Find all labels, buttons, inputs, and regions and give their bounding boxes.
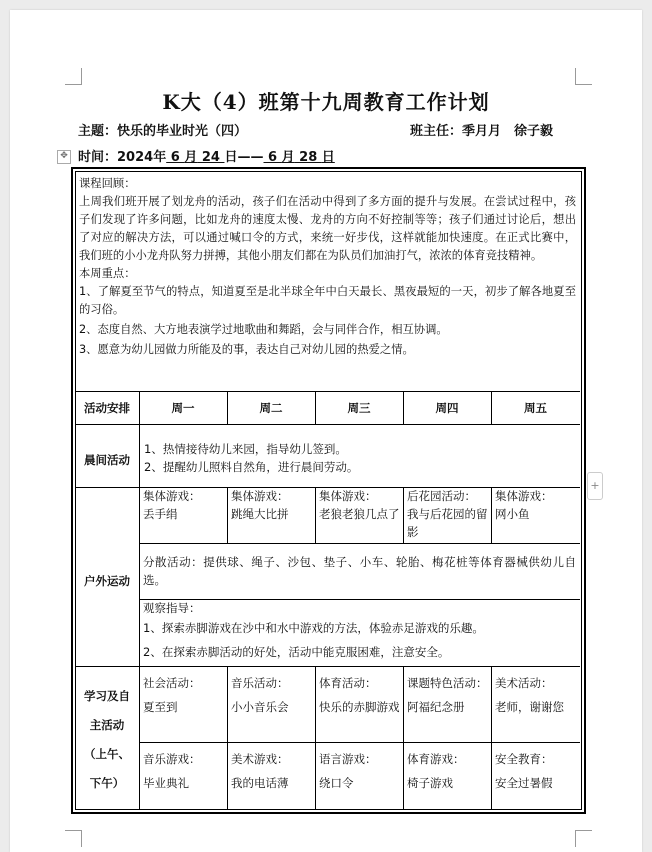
- activity-type: 美术活动：: [495, 676, 553, 690]
- time-start-day: 24: [197, 150, 225, 165]
- activity-name: 夏至到: [143, 700, 178, 714]
- outdoor-game-fri: [495, 487, 577, 523]
- study-label: [75, 682, 139, 798]
- study-pm-mon: [143, 747, 225, 795]
- study-pm-wed: [319, 747, 401, 795]
- study-am-wed: [319, 671, 401, 719]
- activity-name: 椅子游戏: [407, 776, 453, 790]
- day-header-fri: 周五: [524, 401, 547, 415]
- time-label: 时间：: [78, 150, 118, 165]
- morning-content: [144, 440, 574, 476]
- row-divider: [139, 543, 580, 544]
- activity-name: 毕业典礼: [143, 776, 189, 790]
- study-pm-thu: [407, 747, 489, 795]
- focus-item: 2、态度自然、大方地表演学过地歌曲和舞蹈，会与同伴合作，相互协调。: [79, 323, 448, 336]
- study-label-line: （上午、: [84, 747, 130, 761]
- row-divider: [75, 424, 580, 425]
- time-start-month: 6: [166, 150, 185, 165]
- activity-type: 集体游戏：: [495, 489, 553, 503]
- study-label-line: 学习及自: [84, 689, 130, 703]
- study-pm-tue: [231, 747, 313, 795]
- study-pm-fri: [495, 747, 577, 795]
- column-divider: [315, 487, 316, 544]
- time-end-month: 6: [263, 150, 282, 165]
- add-column-plus-icon[interactable]: +: [587, 472, 603, 500]
- outdoor-game-mon: [143, 487, 225, 523]
- activity-type: 美术游戏：: [231, 752, 289, 766]
- activity-type: 体育活动：: [319, 676, 377, 690]
- document-title: K大（4）班第十九周教育工作计划: [162, 90, 490, 114]
- day-header-tue: 周二: [259, 401, 283, 415]
- outdoor-game-tue: [231, 487, 313, 523]
- time-line: [78, 146, 335, 165]
- column-divider: [403, 666, 404, 809]
- observe-item: 2、在探索赤脚活动的好处，活动中能克服困难，注意安全。: [143, 645, 450, 659]
- outdoor-split-activities: 分散活动：提供球、绳子、沙包、垫子、小车、轮胎、梅花桩等体育器械供幼儿自选。: [143, 555, 576, 587]
- study-am-mon: [143, 671, 225, 719]
- crop-mark-bottom-left: [65, 830, 82, 847]
- time-year: 2024年: [117, 150, 167, 165]
- focus-heading: 本周重点：: [79, 267, 136, 280]
- outdoor-game-wed: [319, 487, 401, 523]
- teacher-names: 季月月 徐子毅: [462, 124, 554, 139]
- activity-name: 阿福纪念册: [407, 700, 465, 714]
- day-header-wed: 周三: [347, 401, 371, 415]
- outdoor-label: 户外运动: [84, 574, 130, 588]
- observe-heading: 观察指导：: [143, 601, 201, 615]
- activity-name: 丢手绢: [143, 507, 178, 521]
- activity-type: 安全教育：: [495, 752, 553, 766]
- activity-name: 安全过暑假: [495, 776, 553, 790]
- row-divider: [139, 742, 580, 743]
- column-divider: [315, 666, 316, 809]
- day-header-mon: 周一: [171, 401, 195, 415]
- review-text: 上周我们班开展了划龙舟的活动，孩子们在活动中得到了多方面的提升与发展。在尝试过程中，孩子们发现了许多问题，比如龙舟的速度太慢、龙舟的方向不好控制等等；孩子们通过讨论后，想出了对应的解决方法，可以通过喊口令的方式，来统一好步伐，这样就能加快速度。在正式比赛中，我们班的小小龙舟队努力拼搏，其他小朋友们都在为队员们加油打气，浓浓的体育竞技精神。: [79, 195, 576, 262]
- column-divider: [491, 487, 492, 544]
- crop-mark-top-right: [575, 68, 592, 85]
- activity-name: 小小音乐会: [231, 700, 289, 714]
- observe-section: [143, 600, 576, 664]
- activity-type: 集体游戏：: [319, 489, 377, 503]
- activity-name: 我的电话薄: [231, 776, 289, 790]
- activity-name: 绕口令: [319, 776, 354, 790]
- study-am-fri: [495, 671, 577, 719]
- review-heading: 课程回顾：: [79, 177, 136, 190]
- column-divider: [491, 666, 492, 809]
- activity-name: 网小鱼: [495, 507, 530, 521]
- study-am-tue: [231, 671, 313, 719]
- morning-label: 晨间活动: [84, 453, 130, 467]
- time-day-char: 日: [321, 150, 335, 165]
- theme-value: 快乐的毕业时光（四）: [117, 124, 248, 139]
- focus-item: 3、愿意为幼儿园做力所能及的事，表达自己对幼儿园的热爱之情。: [79, 343, 414, 356]
- theme-line: [78, 120, 247, 139]
- table-move-handle-icon[interactable]: ✥: [57, 150, 71, 164]
- outdoor-game-thu: [407, 487, 489, 541]
- crop-mark-top-left: [65, 68, 82, 85]
- morning-item: 2、提醒幼儿照料自然角，进行晨间劳动。: [144, 460, 359, 474]
- observe-item: 1、探索赤脚游戏在沙中和水中游戏的方法，体验赤足游戏的乐趣。: [143, 621, 484, 635]
- time-separator: 日——: [224, 150, 264, 165]
- theme-label: 主题：: [78, 124, 118, 139]
- column-divider: [139, 391, 140, 809]
- column-divider: [403, 487, 404, 544]
- activity-type: 课题特色活动：: [407, 676, 488, 690]
- activity-type: 音乐游戏：: [143, 752, 201, 766]
- crop-mark-bottom-right: [575, 830, 592, 847]
- activity-type: 集体游戏：: [143, 489, 201, 503]
- teacher-label: 班主任：: [410, 124, 463, 139]
- activity-name: 快乐的赤脚游戏: [319, 700, 400, 714]
- column-divider: [227, 666, 228, 809]
- study-am-thu: [407, 671, 489, 719]
- time-month-char: 月: [281, 150, 295, 165]
- time-end-day: 28: [294, 150, 322, 165]
- activity-type: 后花园活动：: [407, 489, 476, 503]
- activity-name: 老狼老狼几点了: [319, 507, 400, 521]
- row-divider: [75, 666, 580, 667]
- morning-item: 1、热情接待幼儿来园，指导幼儿签到。: [144, 442, 347, 456]
- activity-type: 体育游戏：: [407, 752, 465, 766]
- activity-name: 我与后花园的留影: [407, 507, 488, 539]
- activity-type: 集体游戏：: [231, 489, 289, 503]
- activity-type: 社会活动：: [143, 676, 201, 690]
- schedule-header: 活动安排: [84, 401, 130, 415]
- study-label-line: 主活动: [89, 718, 125, 732]
- focus-item: 1、了解夏至节气的特点，知道夏至是北半球全年中白天最长、黑夜最短的一天，初步了解各地夏至的习俗。: [79, 285, 576, 316]
- activity-type: 语言游戏：: [319, 752, 377, 766]
- activity-name: 跳绳大比拼: [231, 507, 289, 521]
- review-section: [79, 175, 576, 359]
- column-divider: [227, 487, 228, 544]
- teacher-line: [410, 120, 553, 139]
- time-month-char: 月: [184, 150, 198, 165]
- day-header-thu: 周四: [435, 401, 459, 415]
- activity-type: 音乐活动：: [231, 676, 289, 690]
- study-label-line: 下午）: [89, 776, 125, 790]
- row-divider: [75, 391, 580, 392]
- activity-name: 老师，谢谢您: [495, 700, 564, 714]
